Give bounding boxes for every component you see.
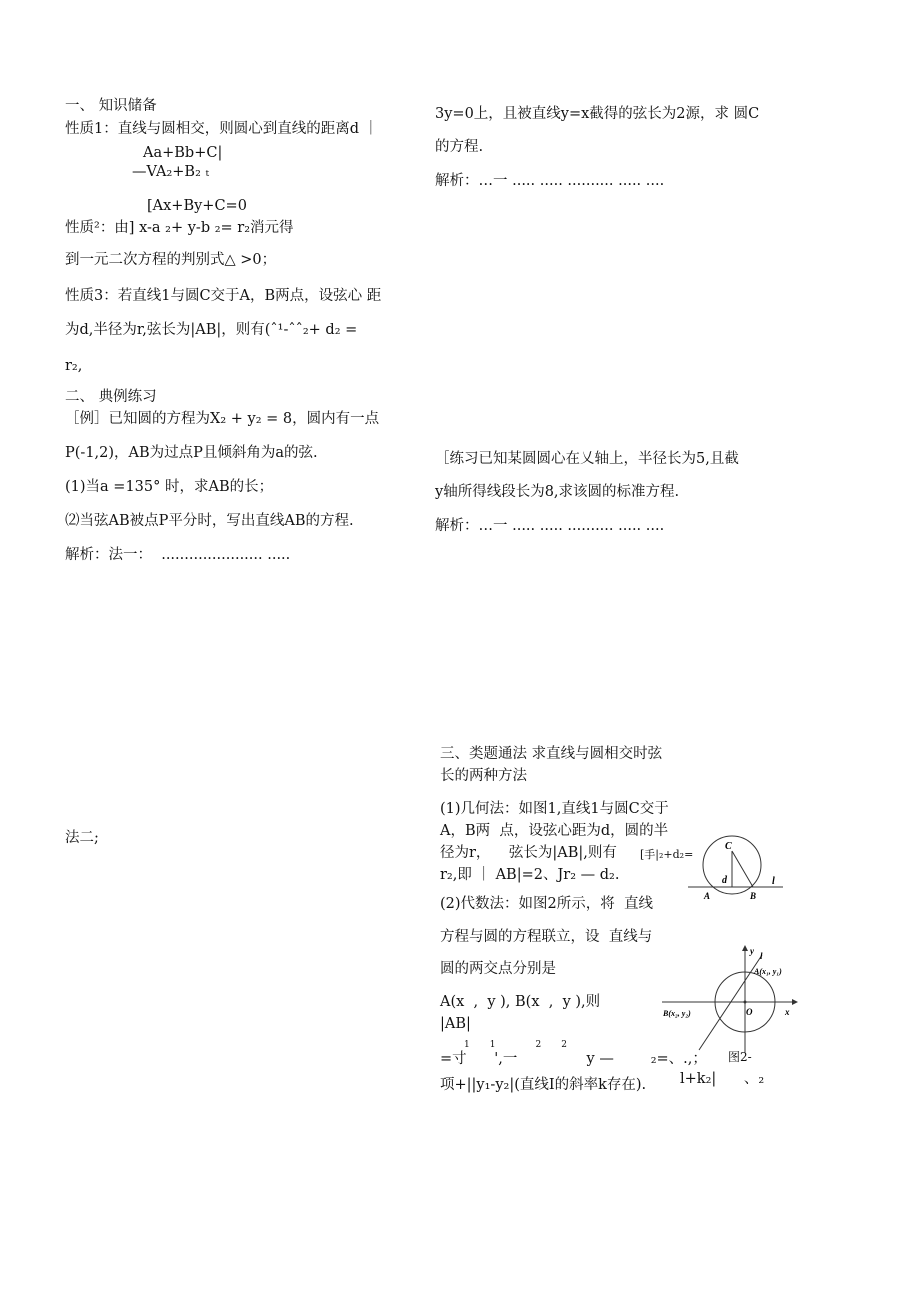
label-d: d [722, 875, 727, 886]
example: ［例］已知圆的方程为X₂ + y₂ = 8，圆内有一点 [65, 411, 380, 427]
property-1: 性质1：直线与圆相交，则圆心到直线的距离d ｜ [65, 121, 379, 137]
method-1-formula: [手|₂+d₂= [640, 848, 694, 861]
method-1-b: A，B两 点，设弦心距为d，圆的半 [440, 823, 669, 839]
label-a2: A(x₁, y₁) [754, 967, 782, 976]
figure-2-label: 图2- [728, 1050, 752, 1064]
formula-denominator: —VA₂+B₂ ₜ [132, 164, 210, 180]
section-heading-3-cont: 长的两种方法 [440, 768, 527, 784]
section-heading-2: 二、 典例练习 [65, 389, 157, 405]
method-2-b: 方程与圆的方程联立，设 直线与 [440, 929, 653, 945]
practice-cont: y轴所得线段长为8,求该圆的标准方程. [435, 484, 680, 500]
question-2: ⑵当弦AB被点P平分时，写出直线AB的方程. [65, 513, 354, 529]
label-a: A [704, 891, 711, 901]
solution-method-2: 法二; [65, 830, 99, 846]
method-2: (2)代数法：如图2所示，将 直线 [440, 896, 653, 912]
section-heading-1: 一、 知识储备 [65, 98, 157, 114]
property-3-end: r₂, [65, 358, 83, 374]
method-2-e: |AB| [440, 1016, 471, 1032]
question-1: (1)当a =135° 时，求AB的长； [65, 479, 274, 495]
solution-a: 解析：…一 ..... ..... .......... ..... .... [435, 173, 665, 189]
method-1: (1)几何法：如图1,直线1与圆C交于 [440, 801, 669, 817]
method-1-c: 径为r， 弦长为|AB|,则有 [440, 845, 617, 861]
solution-b: 解析：…一 ..... ..... .......... ..... .... [435, 518, 665, 534]
property-3-cont: 为d,半径为r,弦长为|AB|，则有(ˆ¹-ˆˆ₂+ d₂ = [65, 322, 358, 338]
method-2-g: 项+||y₁-y₂|(直线I的斜率k存在). [440, 1077, 647, 1093]
method-2-f: =寸 ',一 y — ₂=、.,； [440, 1051, 707, 1067]
subscripts: 1 1 2 2 [464, 1040, 568, 1050]
formula-numerator: Aa+Bb+C| [143, 145, 223, 161]
method-2-c: 圆的两交点分别是 [440, 961, 556, 977]
problem-cont-2: 的方程. [435, 139, 484, 155]
section-heading-3: 三、类题通法 求直线与圆相交时弦 [440, 746, 663, 762]
label-b2: B(x₂, y₂) [663, 1009, 691, 1018]
label-l2: l [760, 951, 763, 961]
label-l: l [772, 876, 775, 887]
property-2-cont: 到一元二次方程的判别式△ >0； [65, 252, 277, 268]
label-o: O [746, 1007, 753, 1017]
method-2-d: A(x , y ), B(x , y ),则 [440, 994, 601, 1010]
label-y: y [750, 946, 754, 956]
equation-system: [Ax+By+C=0 [147, 198, 247, 214]
figure-2 [662, 945, 807, 1055]
property-2: 性质²：由] x-a ₂+ y-b ₂= r₂消元得 [65, 220, 294, 236]
problem-cont: 3y=0上，且被直线y=x截得的弦长为2源，求 圆C [435, 106, 760, 122]
solution-method-1: 解析：法一： ...................... ..... [65, 547, 291, 563]
label-b: B [750, 891, 757, 901]
label-x: x [785, 1007, 790, 1017]
figure-1 [688, 835, 788, 907]
method-1-d: r₂,即 ｜ AB|=2、Jr₂ — d₂. [440, 867, 620, 883]
property-3: 性质3：若直线1与圆C交于A，B两点，设弦心 距 [65, 288, 382, 304]
example-cont: P(-1,2)，AB为过点P且倾斜角为a的弦. [65, 445, 318, 461]
practice: ［练习已知某圆圆心在乂轴上，半径长为5,且截 [435, 451, 739, 467]
method-2-g2: l+k₂| 、₂ [680, 1071, 765, 1087]
label-c: C [725, 841, 732, 852]
